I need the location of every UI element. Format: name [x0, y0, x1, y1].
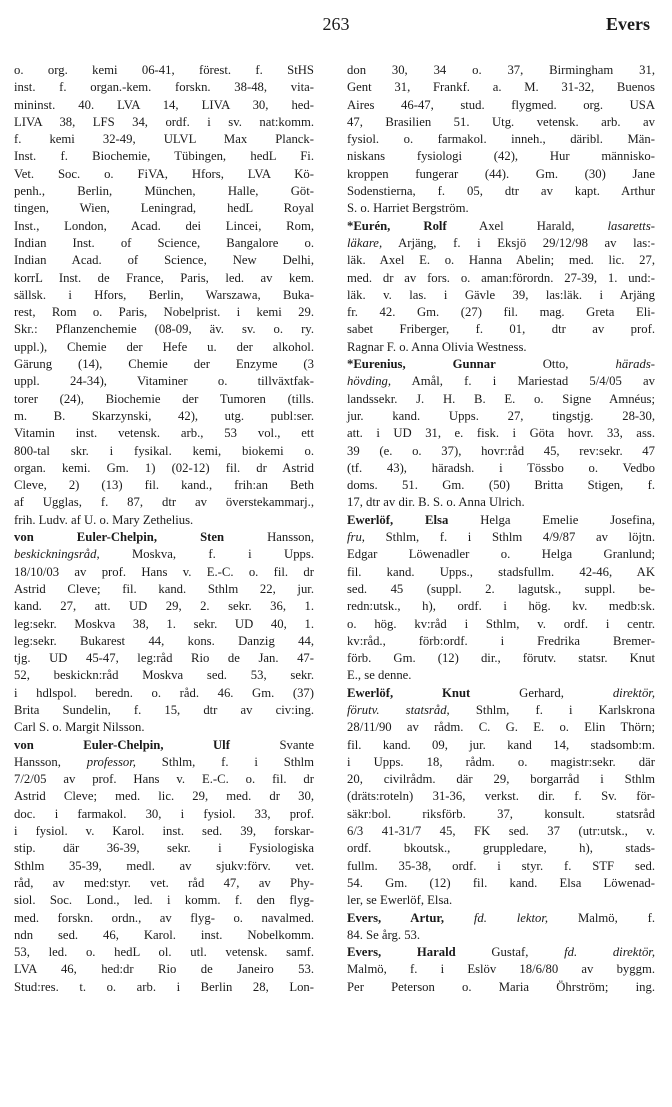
text-line: 84. Se årg. 53.	[347, 927, 421, 942]
text-line: Ragnar F. o. Anna Olivia Westness.	[347, 339, 527, 354]
text-line: Brita Sundelin, f. 15, dtr av civ:ing.	[14, 702, 314, 717]
entry-evers-artur	[347, 910, 655, 945]
text-line: 39 (e. o. 37), hovr:råd 45, rev:sekr. 47	[347, 443, 655, 458]
entry-name: von Euler-Chelpin, Sten	[14, 530, 225, 545]
text-line: med. dr av fors. o. aman:förordn. 27-39, 1. und:-	[347, 270, 655, 285]
text-line: rest, Rom o. Paris, Nobelprist. i kemi 29.	[14, 305, 314, 320]
text-line: Inst. f. Biochemie, Tübingen, hedL Fi.	[14, 149, 314, 164]
entry-evers-harald	[347, 944, 655, 996]
entry-title: direktör,	[612, 685, 655, 700]
text-line: inst. f. organ.-kem. forskn. 38-48, vita-	[14, 80, 314, 95]
text-line: frih. Ludv. af U. o. Mary Zethelius.	[14, 512, 194, 527]
entry-title: professor,	[86, 754, 136, 769]
text-line: redn:utsk., h), ordf. i hög. kv. medb:sk.	[347, 599, 655, 614]
text-line: 17, dtr av dir. B. S. o. Anna Ulrich.	[347, 495, 525, 510]
text-line: af Ugglas, f. 87, dtr av överstekammarj.,	[14, 495, 314, 510]
text-line: i Upps. 18, rådm. o. magistr:sekr. där	[347, 754, 655, 769]
text-line: 18/10/03 av prof. Hans v. E.-C. o. fil. dr	[14, 564, 314, 579]
left-column	[14, 62, 314, 996]
entry-name: Evers, Harald	[347, 945, 456, 960]
text-line: kand. 27, att. UD 29, 2. sekr. 36, 1.	[14, 599, 314, 614]
entry-title: fru,	[347, 530, 365, 545]
entry-continuation-right	[347, 62, 655, 218]
text-line: Indian Acad. of Science, New Delhi,	[14, 253, 314, 268]
text-line: råd, av med:styr. vet. råd 47, av Phy-	[14, 875, 314, 890]
text-line: 53, led. o. hedL ol. utl. vetensk. samf.	[14, 945, 314, 960]
text-line: Skr.: Pflanzenchemie (08-09, äv. sv. o. ry.	[14, 322, 314, 337]
text-line: S. o. Harriet Bergström.	[347, 201, 469, 216]
text-line: Inst., London, Acad. dei Lincei, Rom,	[14, 218, 314, 233]
text-fragment: Arjäng, f. i Eksjö 29/12/98 av las:-	[398, 235, 655, 250]
entry-title: förutv. statsråd,	[347, 702, 450, 717]
text-line: jur. kand. Upps. 27, tingstjg. 28-30,	[347, 408, 655, 423]
text-line: doms. 51. Gm. (50) Britta Stigen, f.	[347, 478, 655, 493]
text-line: i hdlspol. beredn. o. råd. 46. Gm. (37)	[14, 685, 314, 700]
text-line: o. org. kemi 06-41, förest. f. StHS	[14, 63, 314, 77]
text-line: att. i UD 31, e. fisk. i Göta hovr. 33, ass.	[347, 426, 655, 441]
entry-name: Evers, Artur,	[347, 910, 445, 925]
text-line: sed. 45 (suppl. 2. lagutsk., suppl. be-	[347, 581, 655, 596]
right-column	[347, 62, 655, 996]
entry-title: hövding,	[347, 374, 392, 389]
text-line: 800-tal skr. i fysikal. kemi, biokemi o.	[14, 443, 314, 458]
entry-sten-von-euler-chelpin	[14, 529, 314, 737]
text-line: Indian Inst. of Science, Bangalore o.	[14, 235, 314, 250]
text-line: niskans fysiologi (42), Hur människo-	[347, 149, 655, 164]
text-line: med. forskn. ordn., av flyg- o. navalmed.	[14, 910, 314, 925]
text-line: penh., Berlin, München, Halle, Göt-	[14, 184, 314, 199]
text-fragment: Amål, f. i Mariestad 5/4/05 av	[411, 374, 655, 389]
text-line: ordf. bkoutsk., gruppledare, h), stads-	[347, 841, 655, 856]
entry-ewerlof-knut	[347, 685, 655, 910]
entry-name: Ewerlöf, Elsa	[347, 512, 449, 527]
text-line: siol. Soc. Lond., led. i komm. f. den flyg-	[14, 893, 314, 908]
entry-given-names: Hansson,	[267, 530, 314, 545]
entry-name: *Eurenius, Gunnar	[347, 357, 496, 372]
entry-title: läkare,	[347, 235, 383, 250]
text-line: 54. Gm. (12) fil. kand. Elsa Löwenad-	[347, 875, 655, 890]
text-line: 20, civilrådm. där 29, borgarråd i Sthlm	[347, 772, 655, 787]
text-line: leg:sekr. Moskva 38, 1. sekr. UD 40, 1.	[14, 616, 314, 631]
text-line: Sthlm 35-39, medl. av sjukv:förv. vet.	[14, 858, 314, 873]
text-line: 6/3 41-31/7 45, FK sed. 37 (utr:utsk., v.	[347, 824, 655, 839]
text-line: kroppen fungerar (44). Gm. (30) Jane	[347, 166, 655, 181]
entry-given-names: Axel Harald,	[479, 218, 575, 233]
text-line: landssekr. J. H. B. E. o. Signe Amnéus;	[347, 391, 655, 406]
entry-name: Ewerlöf, Knut	[347, 685, 471, 700]
text-line: stip. där 36-39, sekr. i Fysiologiska	[14, 841, 314, 856]
text-line: 7/2/05 av prof. Hans v. E.-C. o. fil. dr	[14, 772, 314, 787]
text-line: Moskva, f. i Upps.	[131, 547, 314, 562]
text-line: Vitamin inst. vetensk. arb., 53 vol., ett	[14, 426, 314, 441]
running-head: Evers	[606, 14, 650, 34]
text-line: läk. v. las. i Gävle 39, las:läk. i Arjäng	[347, 287, 655, 302]
entry-title: härads-	[615, 357, 656, 372]
text-line: o. hög. kv:råd i Sthlm, v. ordf. i centr.	[347, 616, 655, 631]
text-line: läk. Axel E. o. Hanna Abelin; med. lic. 27,	[347, 253, 655, 268]
text-line: säkr:bol. riksförb. 37, konsult. statsråd	[347, 806, 655, 821]
text-fragment: Sthlm, f. i Sthlm 4/9/87 av löjtn.	[385, 530, 655, 545]
text-fragment: Sthlm, f. i Sthlm	[161, 754, 315, 769]
text-line: Carl S. o. Margit Nilsson.	[14, 720, 145, 735]
text-line: Edgar Löwenadler o. Helga Granlund;	[347, 547, 655, 562]
text-line: Sodenstierna, f. 05, dtr av kapt. Arthur	[347, 184, 655, 199]
text-line: Gärung (14), Chemie der Enzyme (3	[14, 357, 314, 372]
text-line: ler, se Ewerlöf, Elsa.	[347, 893, 453, 908]
entry-name: *Eurén, Rolf	[347, 218, 447, 233]
text-line: doc. i farmakol. 30, i fysiol. 33, prof.	[14, 806, 314, 821]
text-line: Per Peterson o. Maria Öhrström; ing.	[347, 979, 655, 994]
entry-given-names: Otto,	[542, 357, 569, 372]
entry-title: fd. direktör,	[564, 945, 656, 960]
entry-given-names: Helga Emelie Josefina,	[480, 512, 655, 527]
text-line: sällsk. i Hfors, Berlin, Warszawa, Buka-	[14, 287, 314, 302]
text-line: Malmö, f. i Eslöv 18/6/80 av byggm.	[347, 962, 655, 977]
text-line: fullm. 35-38, ordf. i styr. f. STF sed.	[347, 858, 655, 873]
entry-eurenius-gunnar	[347, 356, 655, 512]
entry-ewerlof-elsa	[347, 512, 655, 685]
entry-given-names: Svante	[279, 737, 314, 752]
text-line: Gent 31, Frankf. a. M. 31-32, Buenos	[347, 80, 655, 95]
text-line: i fysiol. v. Karol. inst. sed. 39, forskar-	[14, 824, 314, 839]
text-line: E., se denne.	[347, 668, 412, 683]
text-fragment: Sthlm, f. i Karlskrona	[475, 702, 655, 717]
text-fragment: Hansson,	[14, 754, 61, 769]
entry-ulf-von-euler-chelpin	[14, 737, 314, 996]
text-line: fil. kand. 09, jur. kand 14, stadsomb:m.	[347, 737, 655, 752]
text-line: m. B. Skarzynski, 42), utg. publ:ser.	[14, 408, 314, 423]
text-fragment: Malmö, f.	[577, 910, 656, 925]
page-header	[0, 14, 672, 44]
text-line: torer (24), Biochemie der Tumoren (tills.	[14, 391, 314, 406]
text-line: organ. kemi. Gm. 1) (02-12) fil. dr Astrid	[14, 460, 314, 475]
text-line: sabet Friberger, f. 01, dtr av prof.	[347, 322, 655, 337]
text-line: LVA 46, hed:dr Rio de Janeiro 53.	[14, 962, 314, 977]
entry-given-names: Gustaf,	[491, 945, 529, 960]
text-line: tjg. UD 45-47, leg:råd Rio de Jan. 47-	[14, 651, 314, 666]
text-line: Cleve, 2) (13) fil. kand., frih:an Beth	[14, 478, 314, 493]
text-line: Vet. Soc. o. FiVA, Hfors, LVA Kö-	[14, 166, 314, 181]
text-line: uppl.), Chemie der Hefe u. der alkohol.	[14, 339, 314, 354]
entry-euren-rolf	[347, 218, 655, 356]
text-line: (tf. 43), häradsh. i Tössbo o. Vedbo	[347, 460, 655, 475]
text-line: fr. 42. Gm. (27) fil. mag. Greta Eli-	[347, 305, 655, 320]
entry-given-names: Gerhard,	[519, 685, 564, 700]
text-line: tingen, Wien, Leningrad, hedL Royal	[14, 201, 314, 216]
text-line: LIVA 38, LFS 34, ordf. i sv. nat:komm.	[14, 114, 314, 129]
entry-continuation	[14, 62, 314, 529]
entry-title: lasaretts-	[607, 218, 655, 233]
text-line: fysiol. o. farmakol. inneh., däribl. Män-	[347, 132, 655, 147]
text-line: ndn sed. 46, Karol. inst. Nobelkomm.	[14, 927, 314, 942]
text-line: kv:råd., förb:ordf. i Fredrika Bremer-	[347, 633, 655, 648]
text-line: Astrid Cleve; med. lic. 29, med. dr 30,	[14, 789, 314, 804]
text-line: 47, Brasilien 51. Utg. vetensk. arb. av	[347, 114, 655, 129]
text-line: don 30, 34 o. 37, Birmingham 31,	[347, 63, 655, 77]
entry-name: von Euler-Chelpin, Ulf	[14, 737, 230, 752]
text-line: Aires 46-47, stud. flygmed. org. USA	[347, 97, 655, 112]
text-line: mininst. 40. LVA 14, LIVA 30, hed-	[14, 97, 314, 112]
text-line: uppl. 24-34), Vitaminer o. tillväxtfak-	[14, 374, 314, 389]
text-line: f. kemi 32-49, ULVL Max Planck-	[14, 132, 314, 147]
entry-title: beskickningsråd,	[14, 547, 100, 562]
text-line: 52, beskickn:råd Moskva sed. 53, sekr.	[14, 668, 314, 683]
text-line: förb. Gm. (12) dir., förutv. statsr. Knut	[347, 651, 655, 666]
text-line: fil. kand. Upps., stadsfullm. 42-46, AK	[347, 564, 655, 579]
text-line: Astrid Cleve; fil. kand. Sthlm 22, jur.	[14, 581, 314, 596]
text-line: (dräts:roteln) 31-36, verkst. dir. f. Sv. för-	[347, 789, 655, 804]
text-line: 28/11/90 av rådm. C. G. E. o. Elin Thörn;	[347, 720, 655, 735]
page-number: 263	[322, 14, 350, 34]
text-line: leg:sekr. Bukarest 44, kons. Danzig 44,	[14, 633, 314, 648]
text-line: korrL Inst. de France, Paris, led. av kem.	[14, 270, 314, 285]
entry-title: fd. lektor,	[473, 910, 549, 925]
text-line: Stud:res. t. o. arb. i Berlin 28, Lon-	[14, 979, 314, 994]
